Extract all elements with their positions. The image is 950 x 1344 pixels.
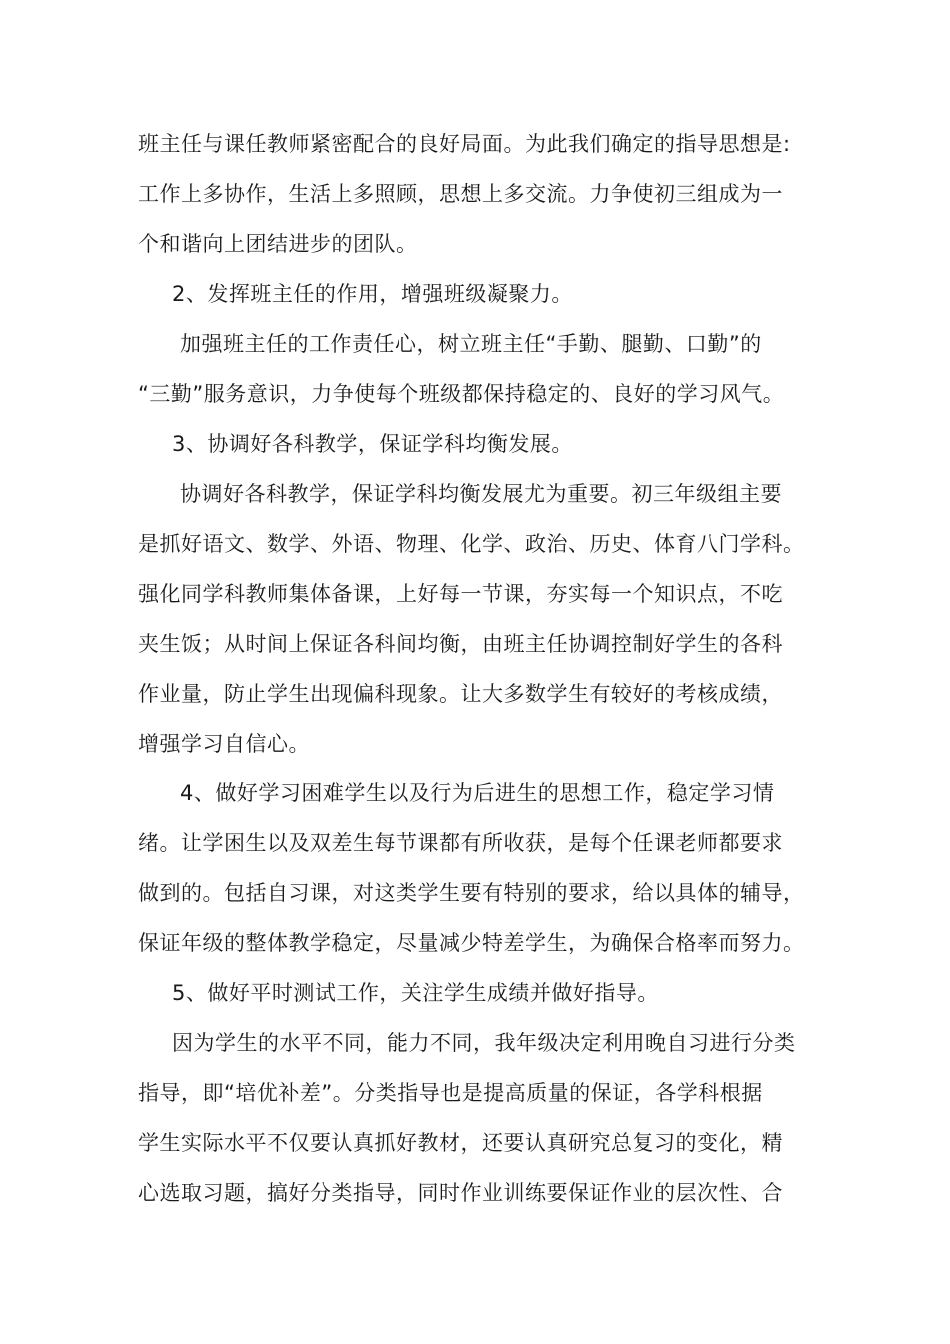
text-line: 绪。让学困生以及双差生每节课都有所收获，是每个任课老师都要求 (138, 831, 783, 855)
text-line: 加强班主任的工作责任心，树立班主任“手勤、腿勤、口勤”的 (180, 332, 762, 356)
text-line: 班主任与课任教师紧密配合的良好局面。为此我们确定的指导思想是: (138, 132, 791, 156)
text-line: 个和谐向上团结进步的团队。 (138, 232, 418, 256)
text-line: 作业量，防止学生出现偏科现象。让大多数学生有较好的考核成绩， (138, 682, 783, 706)
text-line: 是抓好语文、数学、外语、物理、化学、政治、历史、体育八门学科。 (138, 532, 805, 556)
text-line: 夹生饭；从时间上保证各科间均衡，由班主任协调控制好学生的各科 (138, 632, 783, 656)
section-heading: 4、做好学习困难学生以及行为后进生的思想工作，稳定学习情 (180, 781, 775, 805)
text-line: 增强学习自信心。 (138, 732, 310, 756)
section-heading: 2、发挥班主任的作用，增强班级凝聚力。 (172, 282, 573, 306)
section-heading: 3、协调好各科教学，保证学科均衡发展。 (172, 432, 573, 456)
text-line: 协调好各科教学，保证学科均衡发展尤为重要。初三年级组主要 (180, 482, 782, 506)
text-line: 做到的。包括自习课，对这类学生要有特别的要求，给以具体的辅导， (138, 881, 805, 905)
text-line: “三勤”服务意识，力争使每个班级都保持稳定的、良好的学习风气。 (138, 382, 785, 406)
text-line: 学生实际水平不仅要认真抓好教材，还要认真研究总复习的变化，精 (138, 1131, 783, 1155)
text-line: 工作上多协作，生活上多照顾，思想上多交流。力争使初三组成为一 (138, 182, 783, 206)
text-line: 保证年级的整体教学稳定，尽量减少特差学生，为确保合格率而努力。 (138, 931, 805, 955)
section-heading: 5、做好平时测试工作，关注学生成绩并做好指导。 (172, 981, 659, 1005)
text-line: 心选取习题，搞好分类指导，同时作业训练要保证作业的层次性、合 (138, 1181, 783, 1205)
text-line: 指导，即“培优补差”。分类指导也是提高质量的保证，各学科根据 (138, 1081, 763, 1105)
text-line: 强化同学科教师集体备课，上好每一节课，夯实每一个知识点，不吃 (138, 582, 783, 606)
text-line: 因为学生的水平不同，能力不同，我年级决定利用晚自习进行分类 (172, 1031, 796, 1055)
